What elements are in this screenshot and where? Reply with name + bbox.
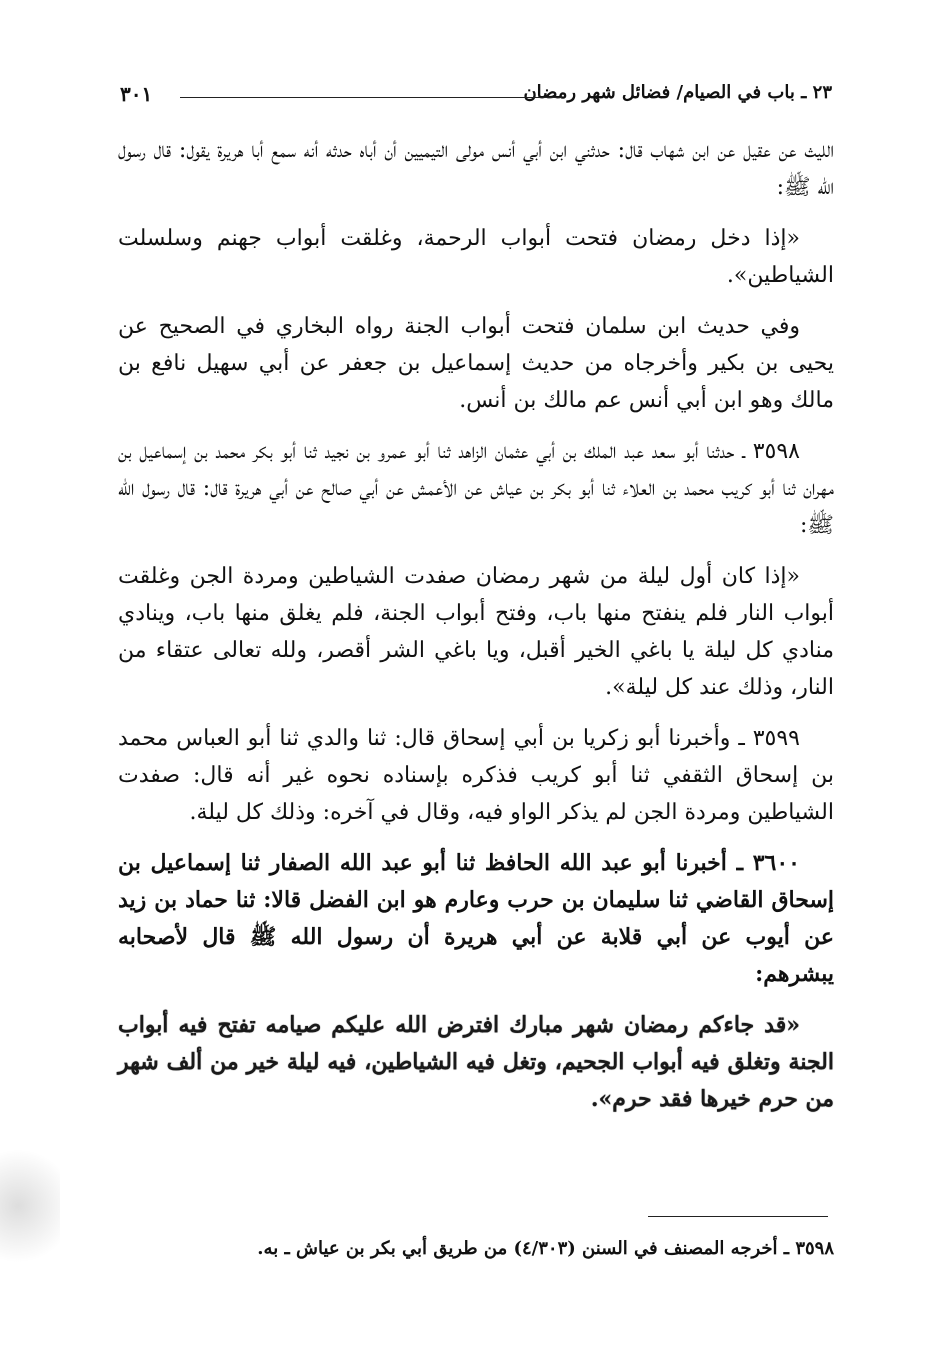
hadith-text-2: «إذا كان أول ليلة من شهر رمضان صفدت الشياطين ومردة الجن وغلقت أبواب النار فلم ينفتح منها باب، وفتح أبواب الجنة، فلم يغلق منها باب، وينادي منادي كل ليلة يا باغي الخير أقبل، ويا باغي الشر أقصر، ولله تعالى عتقاء من النار، وذلك عند كل ليلة». <box>118 564 834 700</box>
header-rule <box>180 97 562 98</box>
running-header <box>120 82 832 112</box>
commentary-paragraph: وفي حديث ابن سلمان فتحت أبواب الجنة رواه البخاري في الصحيح عن يحيى بن بكير وأخرجاه من حديث إسماعيل بن جعفر عن أبي سهيل نافع بن مالك وهو ابن أبي أنس عم مالك بن أنس. <box>118 314 834 413</box>
hadith-3598: ٣٥٩٨ ـ حدثنا أبو سعد عبد الملك بن أبي عثمان الزاهد ثنا أبو عمرو بن نجيد ثنا أبو بكر محمد بن إسماعيل بن مهران ثنا أبو كريب محمد بن العلاء ثنا أبو بكر بن عياش عن الأعمش عن أبي صالح عن أبي هريرة قال: قال رسول الله ﷺ: <box>118 439 834 538</box>
paragraph-isnad-continuation: الليث عن عقيل عن ابن شهاب قال: حدثني ابن أبي أنس مولى التيميين أن أباه حدثه أنه سمع أبا هريرة يقول: قال رسول الله ﷺ: <box>118 138 834 200</box>
page-number: ٣٠١ <box>120 82 153 106</box>
footnote-rule <box>648 1216 828 1217</box>
footnote: ٣٥٩٨ ـ أخرجه المصنف في السنن (٤/٣٠٣) من طريق أبي بكر بن عياش ـ به. <box>257 1238 834 1259</box>
hadith-text-1: «إذا دخل رمضان فتحت أبواب الرحمة، وغلقت أبواب جهنم وسلسلت الشياطين». <box>118 226 834 288</box>
main-text <box>118 132 834 1132</box>
hadith-3599: ٣٥٩٩ ـ وأخبرنا أبو زكريا بن أبي إسحاق قال: ثنا والدي ثنا أبو العباس محمد بن إسحاق الثقفي ثنا أبو كريب فذكره بإسناده نحوه غير أنه قال: صفدت الشياطين ومردة الجن لم يذكر الواو فيه، وقال في آخره: وذلك كل ليلة. <box>118 726 834 825</box>
chapter-title: ٢٣ ـ باب في الصيام/ فضائل شهر رمضان <box>523 82 832 103</box>
scan-smudge <box>0 1150 60 1290</box>
hadith-3600: ٣٦٠٠ ـ أخبرنا أبو عبد الله الحافظ ثنا أبو عبد الله الصفار ثنا إسماعيل بن إسحاق القاضي ثنا سليمان بن حرب وعارم هو ابن الفضل قالا: ثنا حماد بن زيد عن أيوب عن أبي قلابة عن أبي هريرة أن رسول الله ﷺ قال لأصحابه يبشرهم: <box>118 850 834 987</box>
hadith-text-3: «قد جاءكم رمضان شهر مبارك افترض الله عليكم صيامه تفتح فيه أبواب الجنة وتغلق فيه أبواب الجحيم، وتغل فيه الشياطين، فيه ليلة خير من ألف شهر من حرم خيرها فقد حرم». <box>118 1012 834 1112</box>
